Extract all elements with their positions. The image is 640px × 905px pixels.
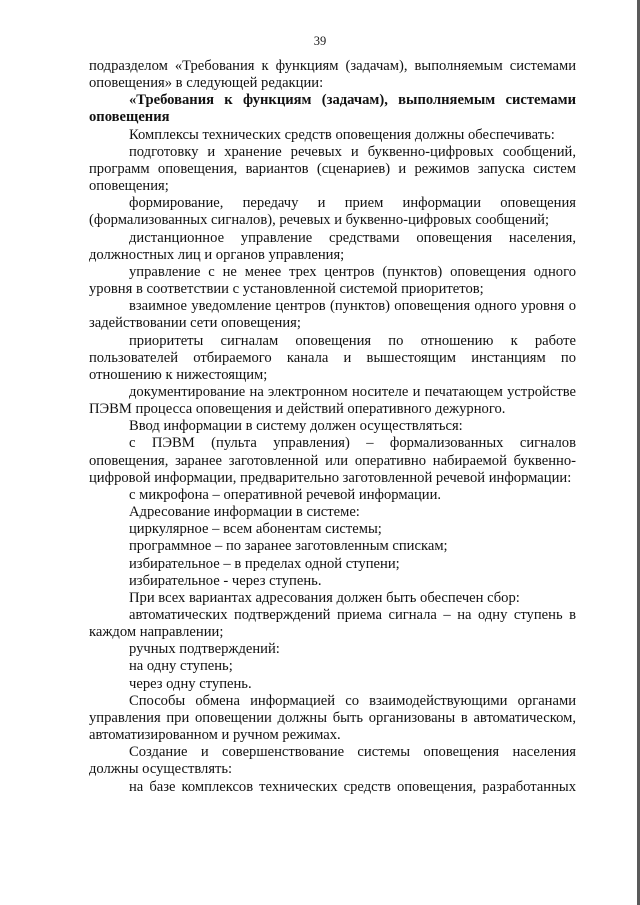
- list-item: документирование на электронном носителе и печатающем устройстве ПЭВМ процесса оповещения и действий оперативного дежурного.: [89, 383, 576, 418]
- list-item: с микрофона – оперативной речевой информации.: [129, 486, 442, 503]
- list-item: управление с не менее трех центров (пунктов) оповещения одного уровня в соответствии с установленной системой приоритетов;: [89, 263, 576, 298]
- list-item: циркулярное – всем абонентам системы;: [129, 521, 382, 538]
- list-item: избирательное - через ступень.: [129, 572, 322, 589]
- page-number: 39: [313, 34, 327, 48]
- list-item: с ПЭВМ (пульта управления) – формализованных сигналов оповещения, заранее заготовленной или оперативно набираемой буквенно-цифровой информации, предварительно заготовленной речевой информации:: [89, 435, 576, 486]
- list-item: формирование, передачу и прием информации оповещения (формализованных сигналов), речевых и буквенно-цифровых сообщений;: [89, 195, 576, 229]
- paragraph: Способы обмена информацией со взаимодействующими органами управления при оповещении должны быть организованы в автоматическом, автоматизированном и ручном режимах.: [89, 692, 576, 744]
- paragraph: на базе комплексов технических средств оповещения, разработанных: [129, 778, 576, 795]
- list-item: через одну ступень.: [129, 675, 252, 692]
- list-item: программное – по заранее заготовленным спискам;: [129, 538, 448, 555]
- paragraph: При всех вариантах адресования должен быть обеспечен сбор:: [129, 589, 520, 606]
- paragraph-intro: подразделом «Требования к функциям (задачам), выполняемым системами оповещения» в следующей редакции:: [89, 58, 576, 92]
- section-heading: «Требования к функциям (задачам), выполняемым системами оповещения: [89, 92, 576, 126]
- list-item: взаимное уведомление центров (пунктов) оповещения одного уровня о задействовании сети оповещения;: [89, 298, 576, 332]
- paragraph: Комплексы технических средств оповещения должны обеспечивать:: [129, 126, 555, 143]
- paragraph: Ввод информации в систему должен осуществляться:: [129, 418, 463, 435]
- paragraph: Адресование информации в системе:: [129, 504, 360, 521]
- paragraph: Создание и совершенствование системы оповещения населения должны осуществлять:: [89, 744, 576, 778]
- list-item: дистанционное управление средствами оповещения населения, должностных лиц и органов управления;: [89, 229, 576, 263]
- list-item: подготовку и хранение речевых и буквенно-цифровых сообщений, программ оповещения, вариантов (сценариев) и режимов запуска систем оповещения;: [89, 143, 576, 195]
- list-item: приоритеты сигналам оповещения по отношению к работе пользователей отбираемого канала и вышестоящим инстанциям по отношению к нижестоящим;: [89, 332, 576, 383]
- document-body: [89, 58, 576, 796]
- list-item: на одну ступень;: [129, 658, 233, 675]
- list-item: избирательное – в пределах одной ступени;: [129, 555, 400, 572]
- list-item: ручных подтверждений:: [129, 641, 280, 658]
- list-item: автоматических подтверждений приема сигнала – на одну ступень в каждом направлении;: [89, 607, 576, 641]
